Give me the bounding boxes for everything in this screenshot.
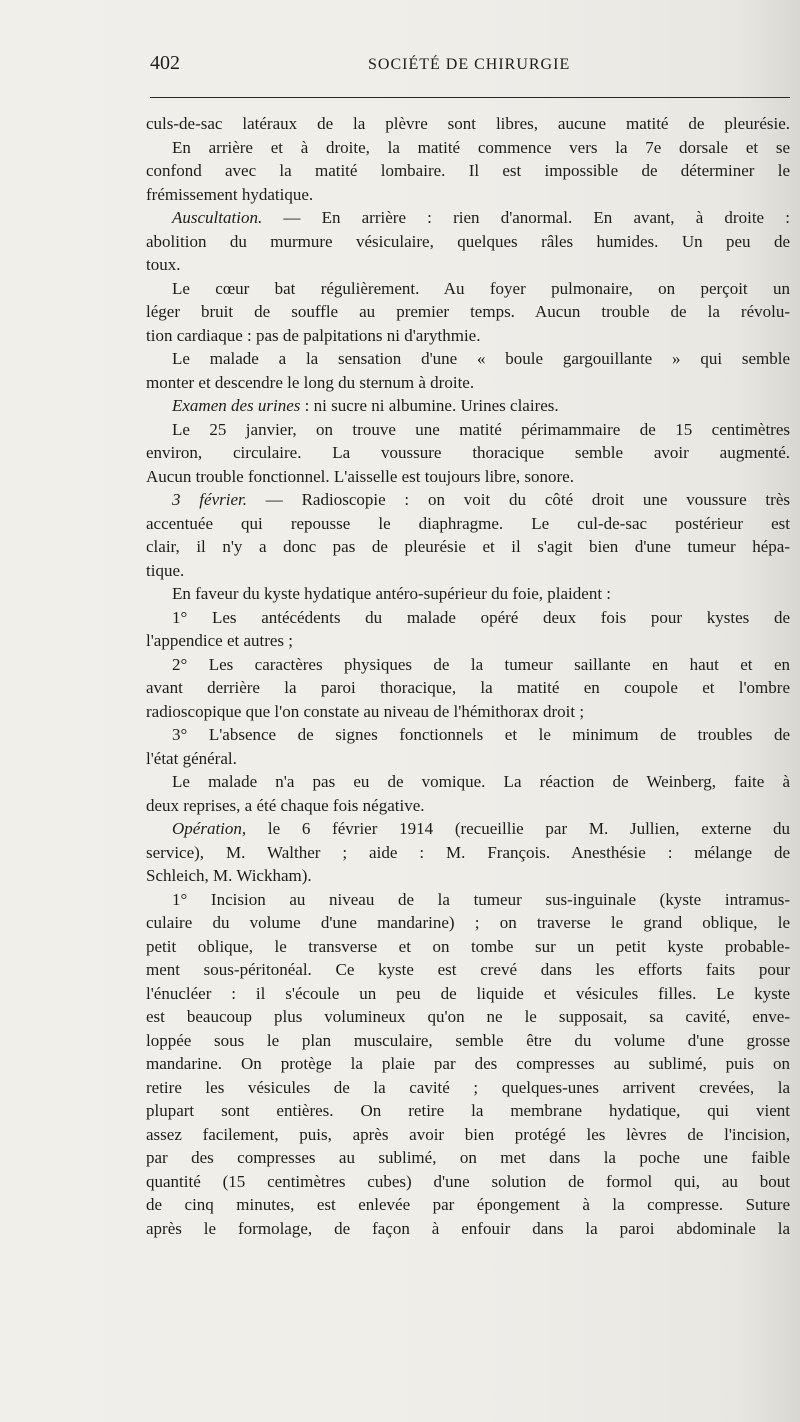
text-line xyxy=(146,371,790,395)
line-text: loppée sous le plan musculaire, semble être du volume d'une grosse xyxy=(146,1030,790,1050)
line-text: l'appendice et autres ; xyxy=(146,631,294,650)
line-text: 1° Incision au niveau de la tumeur sus-inguinale (kyste intramus- xyxy=(172,889,790,909)
line-text: l'énucléer : il s'écoule un peu de liquide et vésicules filles. Le kyste xyxy=(146,983,790,1003)
line-text: environ, circulaire. La voussure thoracique semble avoir augmenté. xyxy=(146,443,790,462)
line-text: service), M. Walther ; aide : M. François. Anesthésie : mélange de xyxy=(146,842,790,862)
line-text: abolition du murmure vésiculaire, quelques râles humides. Un peu de xyxy=(146,231,790,251)
line-text: 2° Les caractères physiques de la tumeur saillante en haut et en xyxy=(172,654,790,674)
header-rule xyxy=(150,97,790,98)
text-line xyxy=(146,1029,790,1053)
line-text: de cinq minutes, est enlevée par épongement à la compresse. Suture xyxy=(146,1195,790,1214)
text-line xyxy=(146,1193,790,1217)
text-line xyxy=(146,629,790,653)
text-line xyxy=(146,418,790,442)
text-line xyxy=(146,441,790,465)
text-line xyxy=(146,230,790,254)
text-line xyxy=(146,794,790,818)
body-text xyxy=(146,112,790,1240)
line-text: Le 25 janvier, on trouve une matité périmammaire de 15 centimètres xyxy=(172,419,790,439)
italic-lead: Auscultation. xyxy=(172,208,263,227)
line-text: retire les vésicules de la cavité ; quelques-unes arrivent crevées, la xyxy=(146,1077,790,1097)
line-text: deux reprises, a été chaque fois négative. xyxy=(146,795,425,815)
line-text: est beaucoup plus volumineux qu'on ne le supposait, sa cavité, enve- xyxy=(146,1007,790,1026)
text-line xyxy=(146,1076,790,1100)
text-line xyxy=(146,1052,790,1076)
italic-lead: Examen des urines xyxy=(172,396,301,415)
text-line xyxy=(146,206,790,230)
line-text: Schleich, M. Wickham). xyxy=(146,866,312,885)
line-text: 1° Les antécédents du malade opéré deux fois pour kystes de xyxy=(172,607,790,627)
line-text: Aucun trouble fonctionnel. L'aisselle est toujours libre, sonore. xyxy=(146,466,574,486)
text-line xyxy=(146,253,790,277)
text-line xyxy=(146,183,790,207)
text-line xyxy=(146,770,790,794)
line-text: avant derrière la paroi thoracique, la matité en coupole et l'ombre xyxy=(146,678,790,697)
line-text: quantité (15 centimètres cubes) d'une solution de formol qui, au bout xyxy=(146,1171,790,1191)
text-line xyxy=(146,653,790,677)
line-text: assez facilement, puis, après avoir bien protégé les lèvres de l'incision, xyxy=(146,1124,790,1144)
text-line xyxy=(146,300,790,324)
text-line xyxy=(146,935,790,959)
running-head: SOCIÉTÉ DE CHIRURGIE xyxy=(368,56,571,73)
line-text: tion cardiaque : pas de palpitations ni d'arythmie. xyxy=(146,325,481,345)
text-line xyxy=(146,700,790,724)
line-text: culs-de-sac latéraux de la plèvre sont libres, aucune matité de pleurésie. xyxy=(146,114,790,133)
text-line xyxy=(146,535,790,559)
line-text: confond avec la matité lombaire. Il est impossible de déterminer le xyxy=(146,161,790,180)
text-line xyxy=(146,1217,790,1241)
line-text: accentuée qui repousse le diaphragme. Le cul-de-sac postérieur est xyxy=(146,513,790,533)
line-text: ment sous-péritonéal. Ce kyste est crevé dans les efforts faits pour xyxy=(146,960,790,979)
text-line xyxy=(146,1099,790,1123)
line-text: clair, il n'y a donc pas de pleurésie et il s'agit bien d'une tumeur hépa- xyxy=(146,537,790,556)
line-text: toux. xyxy=(146,255,181,274)
text-line xyxy=(146,277,790,301)
line-text: petit oblique, le transverse et on tombe sur un petit kyste probable- xyxy=(146,936,790,956)
line-text: frémissement hydatique. xyxy=(146,184,314,204)
text-line xyxy=(146,465,790,489)
text-line xyxy=(146,676,790,700)
line-text: après le formolage, de façon à enfouir dans la paroi abdominale la xyxy=(146,1218,790,1238)
text-line xyxy=(146,347,790,371)
italic-lead: Opération, xyxy=(172,819,247,838)
text-line xyxy=(146,888,790,912)
line-text: : ni sucre ni albumine. Urines claires. xyxy=(300,396,559,415)
text-line xyxy=(146,1005,790,1029)
text-line xyxy=(146,488,790,512)
line-text: monter et descendre le long du sternum à droite. xyxy=(146,372,475,392)
page-header xyxy=(150,52,790,82)
text-line xyxy=(146,394,790,418)
line-text: léger bruit de souffle au premier temps. Aucun trouble de la révolu- xyxy=(146,302,790,321)
line-text: — En arrière : rien d'anormal. En avant, à droite : xyxy=(262,208,790,227)
page-number: 402 xyxy=(150,52,180,74)
line-text: mandarine. On protège la plaie par des compresses au sublimé, puis on xyxy=(146,1054,790,1073)
line-text: par des compresses au sublimé, on met dans la poche une faible xyxy=(146,1148,790,1167)
line-text: l'état général. xyxy=(146,748,237,768)
text-line xyxy=(146,512,790,536)
text-line xyxy=(146,817,790,841)
line-text: 3° L'absence de signes fonctionnels et le minimum de troubles de xyxy=(172,725,790,744)
line-text: Le malade a la sensation d'une « boule gargouillante » qui semble xyxy=(172,349,790,368)
line-text: Le cœur bat régulièrement. Au foyer pulmonaire, on perçoit un xyxy=(172,278,790,298)
italic-lead: 3 février. xyxy=(172,490,247,509)
text-line xyxy=(146,112,790,136)
text-line xyxy=(146,136,790,160)
line-text: plupart sont entières. On retire la membrane hydatique, qui vient xyxy=(146,1101,790,1120)
text-line xyxy=(146,559,790,583)
text-line xyxy=(146,747,790,771)
line-text: radioscopique que l'on constate au niveau de l'hémithorax droit ; xyxy=(146,701,585,721)
text-line xyxy=(146,159,790,183)
text-line xyxy=(146,864,790,888)
text-line xyxy=(146,723,790,747)
text-line xyxy=(146,1170,790,1194)
line-text: Le malade n'a pas eu de vomique. La réaction de Weinberg, faite à xyxy=(172,772,790,791)
text-line xyxy=(146,982,790,1006)
line-text: — Radioscopie : on voit du côté droit une voussure très xyxy=(246,490,790,509)
line-text: culaire du volume d'une mandarine) ; on traverse le grand oblique, le xyxy=(146,913,790,932)
line-text: En faveur du kyste hydatique antéro-supérieur du foie, plaident : xyxy=(172,584,612,603)
line-text: le 6 février 1914 (recueillie par M. Jullien, externe du xyxy=(246,819,790,838)
line-text: tique. xyxy=(146,560,185,580)
text-line xyxy=(146,841,790,865)
text-line xyxy=(146,1146,790,1170)
line-text: En arrière et à droite, la matité commence vers la 7e dorsale et se xyxy=(172,137,790,157)
text-line xyxy=(146,582,790,606)
text-line xyxy=(146,958,790,982)
text-line xyxy=(146,606,790,630)
text-line xyxy=(146,1123,790,1147)
text-line xyxy=(146,911,790,935)
text-line xyxy=(146,324,790,348)
